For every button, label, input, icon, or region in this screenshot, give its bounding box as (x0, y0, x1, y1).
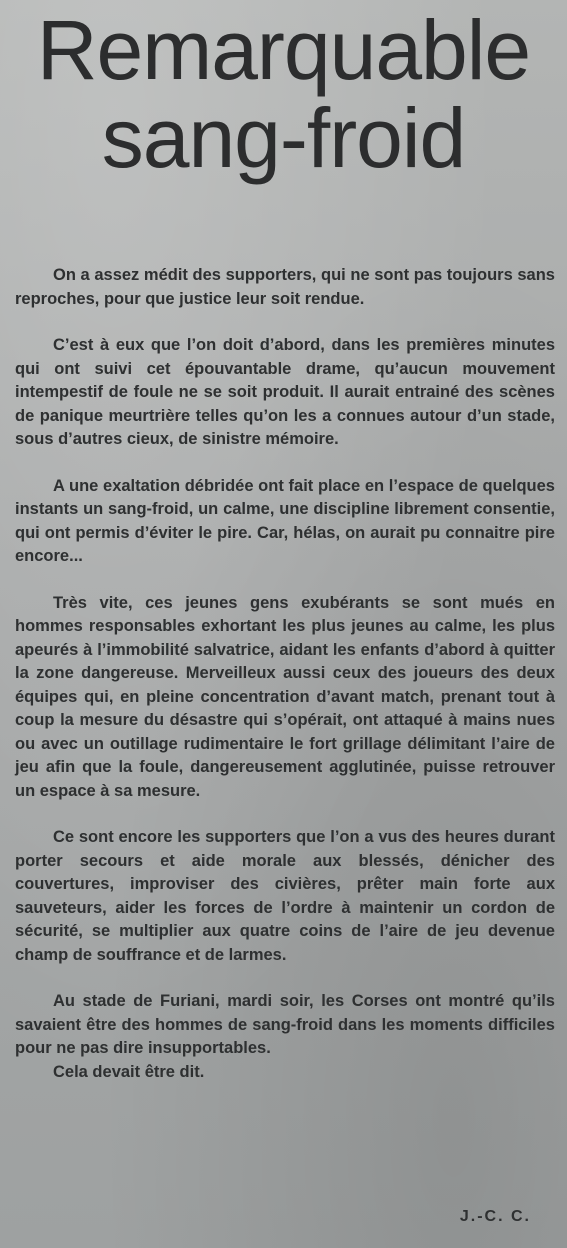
headline (0, 3, 567, 185)
author-signature: J.-C. C. (459, 1208, 531, 1225)
paragraph-6: Au stade de Furiani, mardi soir, les Corses ont montré qu’ils savaient être des hommes de sang-froid dans les moments difficiles pour ne pas dire insupportables. (15, 992, 555, 1057)
paragraph-3: A une exaltation débridée ont fait place en l’espace de quelques instants un sang-froid, un calme, une discipline librement consentie, qui ont permis d’éviter le pire. Car, hélas, on aurait pu connaitre pire encore... (15, 476, 555, 565)
paragraph-1: On a assez médit des supporters, qui ne sont pas toujours sans reproches, pour que justice leur soit rendue. (15, 266, 555, 308)
paragraph-7: Cela devait être dit. (53, 1062, 205, 1081)
headline-line-1: Remarquable (36, 3, 531, 97)
paragraph-4: Très vite, ces jeunes gens exubérants se sont mués en hommes responsables exhortant les plus jeunes au calme, les plus apeurés à l’immobilité salvatrice, aidant les enfants d’abord à quitter la zone dangereuse. Merveilleux aussi ceux des joueurs des deux équipes qui, en pleine concentration d’avant match, prenant tout à coup la mesure du désastre qui s’opérait, ont attaqué à mains nues ou avec un outillage rudimentaire le fort grillage délimitant l’aire de jeu afin que la foule, dangereusement agglutinée, puisse retrouver un espace à sa mesure. (15, 593, 555, 800)
article-body (15, 264, 555, 1084)
paragraph-2: C’est à eux que l’on doit d’abord, dans les premières minutes qui ont suivi cet épouvantable drame, qu’aucun mouvement intempestif de foule ne se soit produit. Il aurait entrainé des scènes de panique meurtrière telles qu’on les a connues autour d’un stade, sous d’autres cieux, de sinistre mémoire. (15, 336, 555, 448)
headline-line-2: sang-froid (101, 91, 466, 185)
paragraph-5: Ce sont encore les supporters que l’on a vus des heures durant porter secours et aide morale aux blessés, dénicher des couvertures, improviser des civières, prêter main forte aux sauveteurs, aider les forces de l’ordre à maintenir un cordon de sécurité, se multiplier aux quatre coins de l’aire de jeu devenue champ de souffrance et de larmes. (15, 828, 555, 964)
